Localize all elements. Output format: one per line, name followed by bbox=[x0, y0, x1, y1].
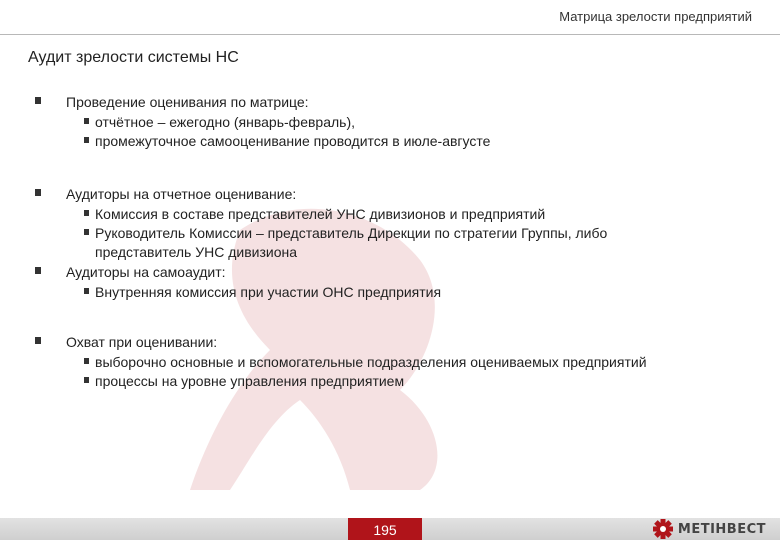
logo-text: МЕТІНВЕСТ bbox=[677, 521, 766, 537]
bullet-item bbox=[34, 332, 764, 353]
sub-bullet-square-icon bbox=[84, 377, 89, 383]
sub-bullet-text: промежуточное самооценивание проводится в июле-августе bbox=[95, 133, 491, 149]
sub-bullet-item bbox=[34, 224, 764, 243]
sub-bullet-text: Руководитель Комиссии – представитель Дирекции по стратегии Группы, либо bbox=[95, 225, 608, 241]
sub-bullet-text: Внутренняя комиссия при участии ОНС предприятия bbox=[95, 284, 442, 300]
bullet-text: Проведение оценивания по матрице: bbox=[66, 94, 309, 110]
bullet-square-icon bbox=[35, 189, 41, 196]
sub-bullet-square-icon bbox=[84, 288, 89, 294]
sub-bullet-square-icon bbox=[84, 358, 89, 364]
sub-bullet-text: Комиссия в составе представителей УНС дивизионов и предприятий bbox=[95, 206, 546, 222]
header-title: Матрица зрелости предприятий bbox=[559, 9, 752, 24]
bullet-text: Аудиторы на самоаудит: bbox=[66, 264, 226, 280]
bullet-item bbox=[34, 92, 764, 113]
sub-bullet-text: процессы на уровне управления предприятием bbox=[95, 373, 405, 389]
sub-bullet-text: отчётное – ежегодно (январь-февраль), bbox=[95, 114, 355, 130]
bullet-text: Аудиторы на отчетное оценивание: bbox=[66, 186, 297, 202]
bullet-square-icon bbox=[35, 97, 41, 104]
sub-bullet-item bbox=[34, 132, 764, 151]
header-divider bbox=[0, 34, 780, 35]
bullet-square-icon bbox=[35, 337, 41, 344]
bullet-item bbox=[34, 184, 764, 205]
bullet-square-icon bbox=[35, 267, 41, 274]
sub-bullet-item bbox=[34, 353, 764, 372]
slide-content bbox=[34, 92, 764, 391]
slide-title: Аудит зрелости системы НС bbox=[28, 49, 239, 66]
bullet-item bbox=[34, 262, 764, 283]
sub-bullet-square-icon bbox=[84, 118, 89, 124]
sub-bullet-item bbox=[34, 205, 764, 224]
sub-bullet-square-icon bbox=[84, 229, 89, 235]
sub-bullet-item bbox=[34, 283, 764, 302]
sub-bullet-square-icon bbox=[84, 137, 89, 143]
bullet-group-1 bbox=[34, 92, 764, 151]
sub-bullet-square-icon bbox=[84, 210, 89, 216]
bullet-text: Охват при оценивании: bbox=[66, 334, 218, 350]
sub-bullet-continuation bbox=[34, 243, 764, 262]
sub-bullet-item bbox=[34, 113, 764, 132]
sub-bullet-item bbox=[34, 372, 764, 391]
sub-bullet-text: представитель УНС дивизиона bbox=[95, 244, 298, 260]
sub-bullet-text: выборочно основные и вспомогательные подразделения оцениваемых предприятий bbox=[95, 354, 647, 370]
page-number: 195 bbox=[348, 518, 422, 540]
company-logo bbox=[653, 519, 766, 539]
bullet-group-2 bbox=[34, 184, 764, 302]
bullet-group-3 bbox=[34, 332, 764, 391]
logo-mark-icon bbox=[653, 519, 673, 539]
